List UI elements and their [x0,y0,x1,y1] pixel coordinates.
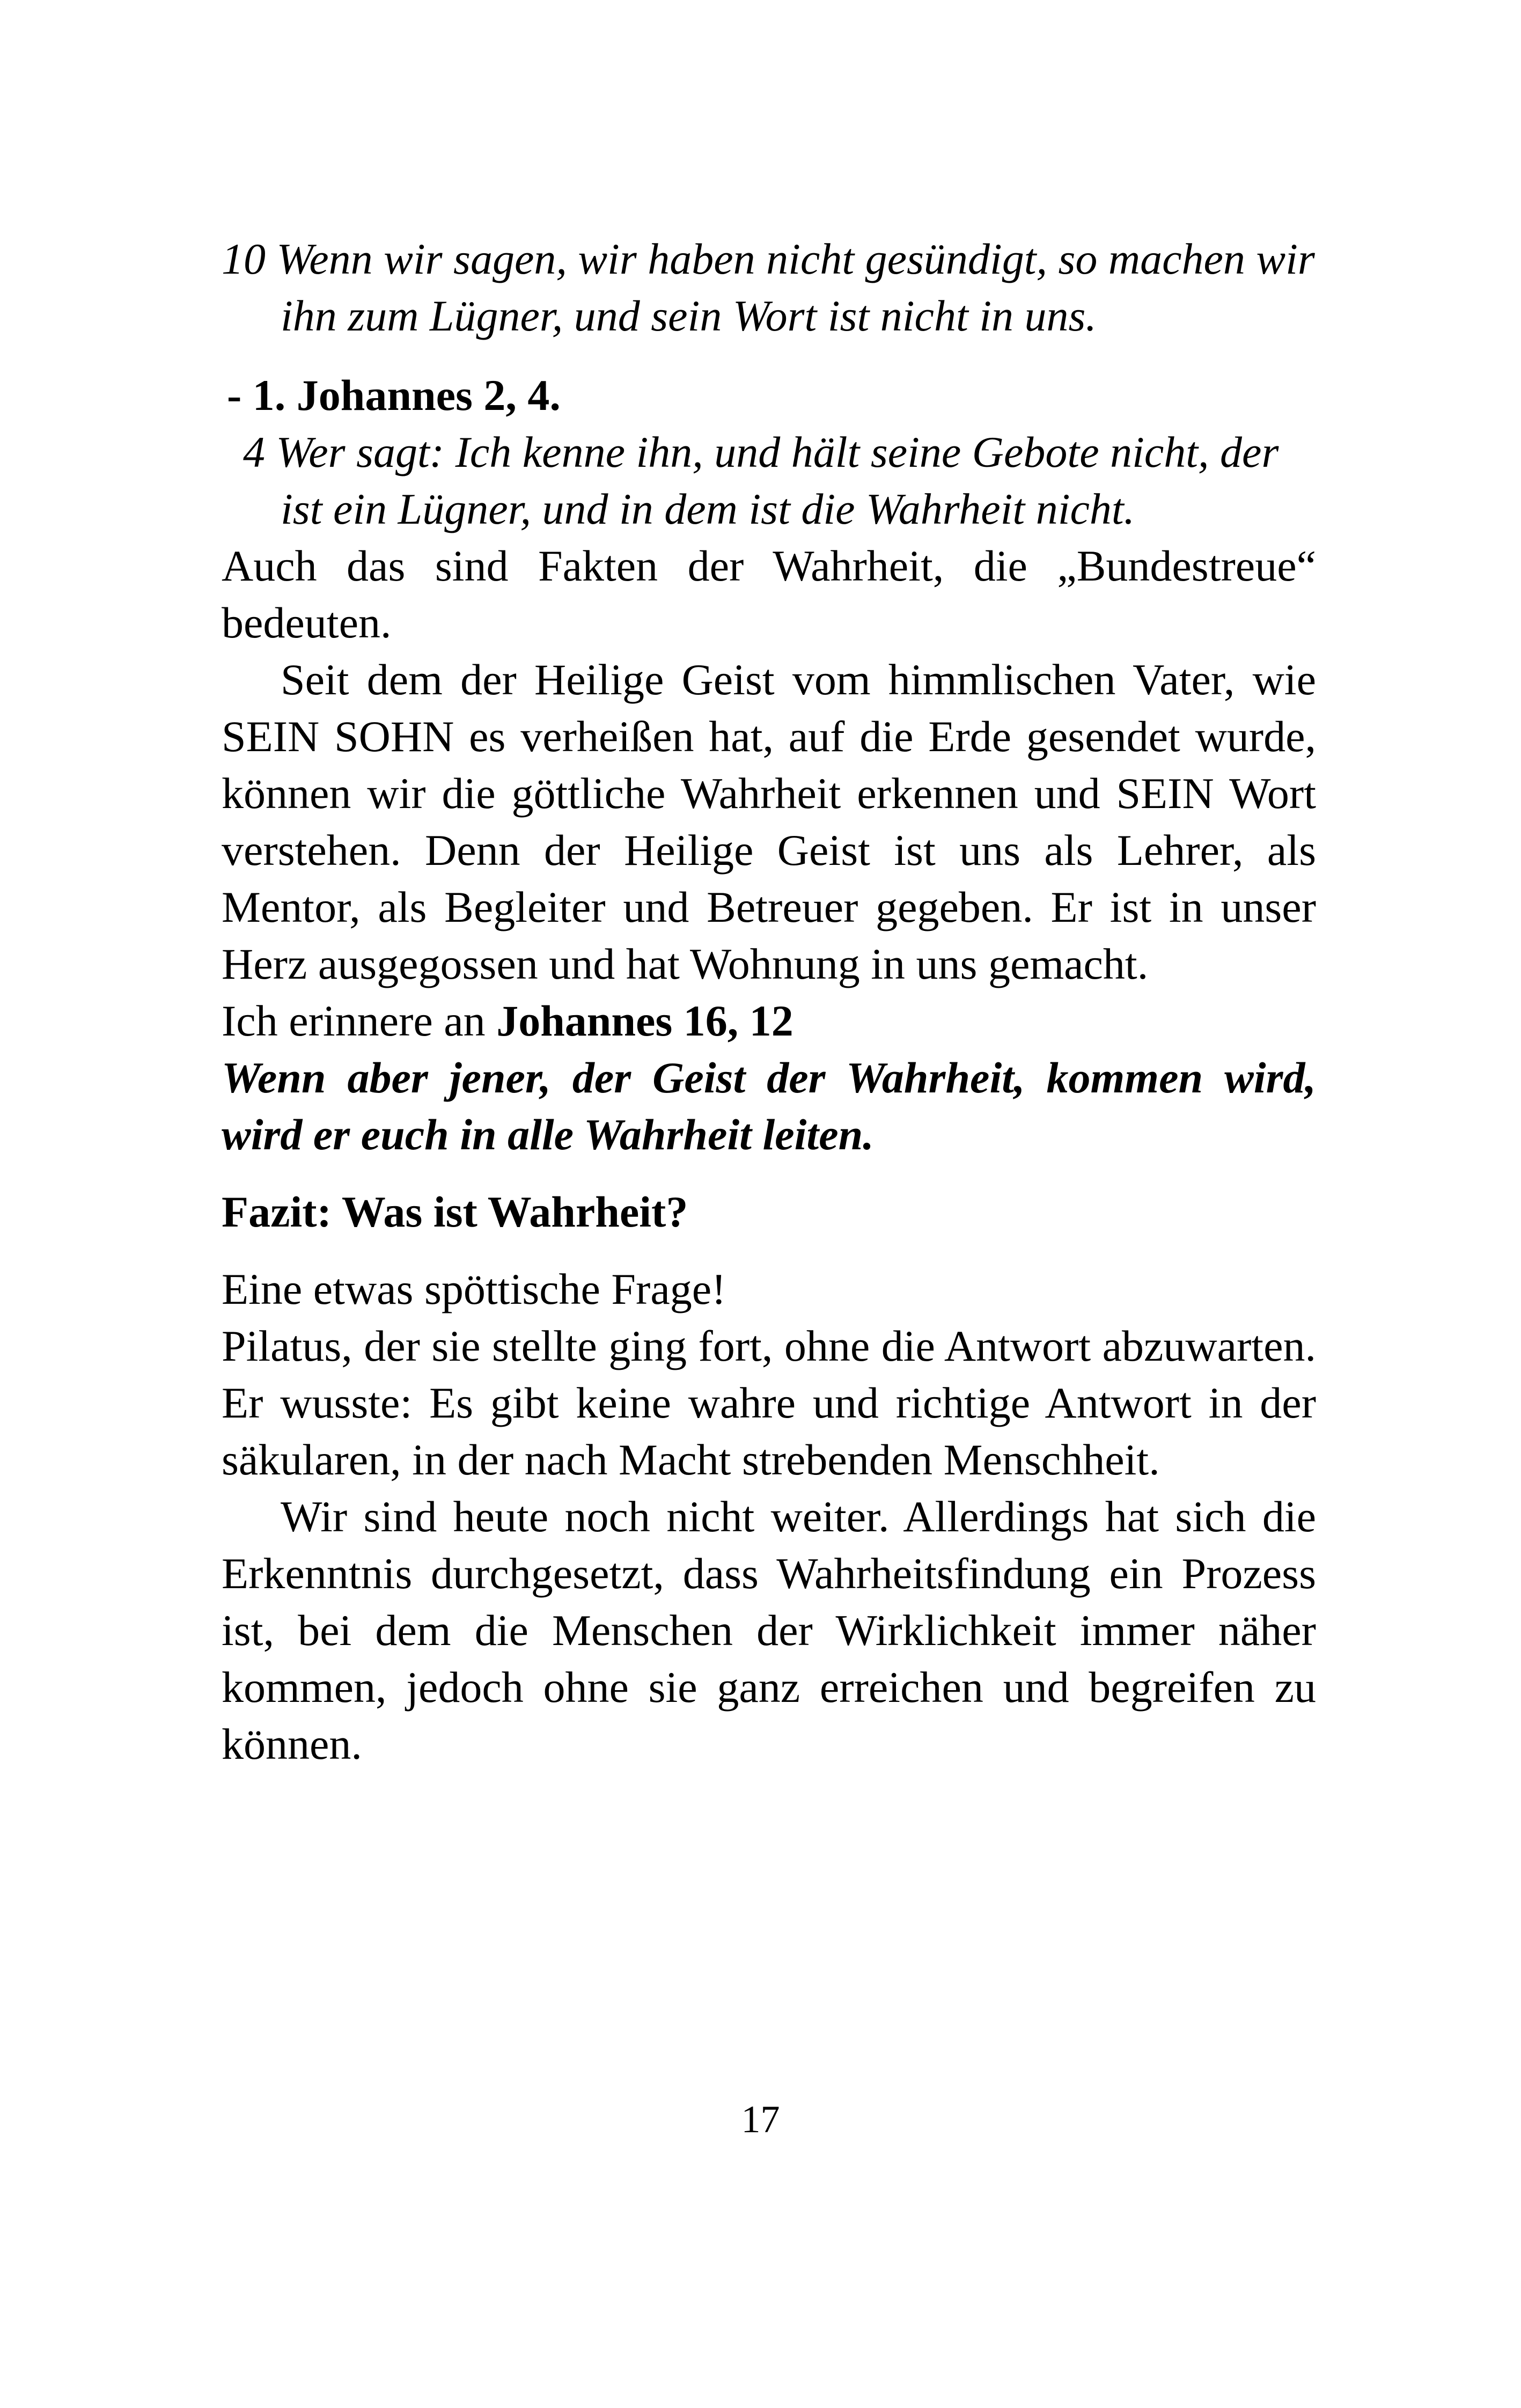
bible-quote: Wenn aber jener, der Geist der Wahrheit, kommen wird, wird er euch in alle Wahrheit leiten. [222,1053,1316,1159]
verse-10: 10 Wenn wir sagen, wir haben nicht gesündigt, so machen wir ihn zum Lügner, und sein Wort ist nicht in uns. [222,234,1315,340]
section-heading: Fazit: Was ist Wahrheit? [222,1187,688,1236]
paragraph-erinnerung [222,993,1316,1049]
page-body [222,231,1316,1773]
verse-4: 4 Wer sagt: Ich kenne ihn, und hält seine Gebote nicht, der ist ein Lügner, und in dem ist die Wahrheit nicht. [243,428,1279,533]
paragraph-spoettische-frage: Eine etwas spöttische Frage! [222,1265,726,1313]
paragraph-heiliger-geist: Seit dem der Heilige Geist vom himmlischen Vater, wie SEIN SOHN es verheißen hat, auf die Erde gesendet wurde, können wir die göttliche Wahrheit erkennen und SEIN Wort verstehen. Denn der Heilige Geist ist uns als Lehrer, als Mentor, als Begleiter und Betreuer gegeben. Er ist in unser Herz ausgegossen und hat Wohnung in uns gemacht. [222,655,1316,988]
page-number: 17 [741,2098,780,2141]
paragraph-wahrheitsfindung: Wir sind heute noch nicht weiter. Allerdings hat sich die Erkenntnis durchgesetzt, dass Wahrheitsfindung ein Prozess ist, bei dem die Menschen der Wirklichkeit immer näher kommen, jedoch ohne sie ganz erreichen und begreifen zu können. [222,1492,1316,1768]
erinnerung-text: Ich erinnere an [222,996,497,1045]
paragraph-bundestreue: Auch das sind Fakten der Wahrheit, die „Bundestreue“ bedeuten. [222,541,1316,647]
paragraph-pilatus: Pilatus, der sie stellte ging fort, ohne die Antwort abzuwarten. Er wusste: Es gibt keine wahre und richtige Antwort in der säkularen, in der nach Macht strebenden Menschheit. [222,1322,1316,1484]
bible-reference-1-johannes: - 1. Johannes 2, 4. [227,371,561,420]
bible-reference-johannes: Johannes 16, 12 [496,996,793,1045]
